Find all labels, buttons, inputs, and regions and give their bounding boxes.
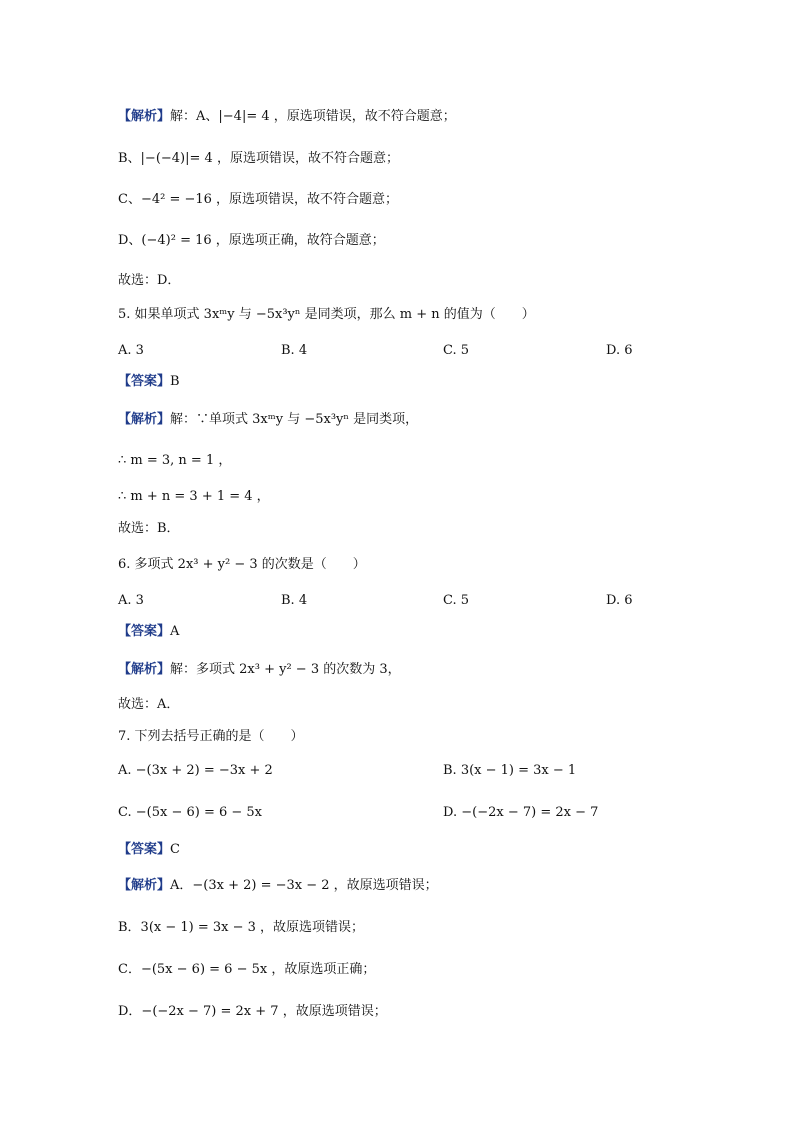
q7-analysis-c: C．−(5x − 6) = 6 − 5x ，故原选项正确； (118, 962, 376, 977)
q7-option-b: B. 3(x − 1) = 3x − 1 (443, 763, 577, 778)
q7-analysis-b: B．3(x − 1) = 3x − 3 ，故原选项错误； (118, 920, 365, 935)
analysis-tag: 【解析】 (118, 662, 171, 677)
q4-analysis-a: 【解析】解：A、|−4|= 4 ，原选项错误，故不符合题意； (118, 109, 456, 124)
q6-option-b: B. 4 (281, 593, 308, 608)
q6-option-c: C. 5 (443, 593, 470, 608)
q5-analysis-1: 【解析】解：∵单项式 3xᵐy 与 −5x³yⁿ 是同类项， (118, 412, 419, 427)
analysis-tag: 【解析】 (118, 878, 171, 893)
q7-analysis-d: D．−(−2x − 7) = 2x + 7 ，故原选项错误； (118, 1004, 387, 1019)
q6-option-a: A. 3 (118, 593, 144, 608)
q4-analysis-d: D、(−4)² = 16 ，原选项正确，故符合题意； (118, 233, 385, 248)
q6-conclusion: 故选：A． (118, 697, 180, 712)
q6-stem: 6. 多项式 2x³ + y² − 3 的次数是（ ） (118, 557, 366, 572)
q5-analysis-3: ∴ m + n = 3 + 1 = 4 ， (118, 489, 270, 504)
q5-option-b: B. 4 (281, 343, 308, 358)
q6-analysis: 【解析】解：多项式 2x³ + y² − 3 的次数为 3， (118, 662, 401, 677)
q5-stem: 5. 如果单项式 3xᵐy 与 −5x³yⁿ 是同类项，那么 m + n 的值为（ ） (118, 307, 535, 322)
q7-option-c: C. −(5x − 6) = 6 − 5x (118, 805, 263, 820)
q7-analysis-a: 【解析】A．−(3x + 2) = −3x − 2 ，故原选项错误； (118, 878, 438, 893)
q7-stem: 7. 下列去括号正确的是（ ） (118, 729, 304, 744)
q5-analysis-2: ∴ m = 3, n = 1 ， (118, 453, 232, 468)
q7-answer: 【答案】C (118, 842, 180, 857)
q5-option-c: C. 5 (443, 343, 470, 358)
answer-tag: 【答案】 (118, 842, 171, 857)
q7-option-d: D. −(−2x − 7) = 2x − 7 (443, 805, 599, 820)
q5-conclusion: 故选：B． (118, 521, 180, 536)
q5-option-d: D. 6 (606, 343, 633, 358)
q7-option-a: A. −(3x + 2) = −3x + 2 (118, 763, 273, 778)
q6-option-d: D. 6 (606, 593, 633, 608)
q6-answer: 【答案】A (118, 624, 180, 639)
q4-analysis-b: B、|−(−4)|= 4 ，原选项错误，故不符合题意； (118, 151, 399, 166)
analysis-tag: 【解析】 (118, 109, 171, 124)
q5-option-a: A. 3 (118, 343, 144, 358)
answer-tag: 【答案】 (118, 374, 171, 389)
q5-answer: 【答案】B (118, 374, 180, 389)
q4-conclusion: 故选：D． (118, 273, 181, 288)
q4-analysis-c: C、−4² = −16 ，原选项错误，故不符合题意； (118, 192, 399, 207)
answer-tag: 【答案】 (118, 624, 171, 639)
analysis-tag: 【解析】 (118, 412, 171, 427)
